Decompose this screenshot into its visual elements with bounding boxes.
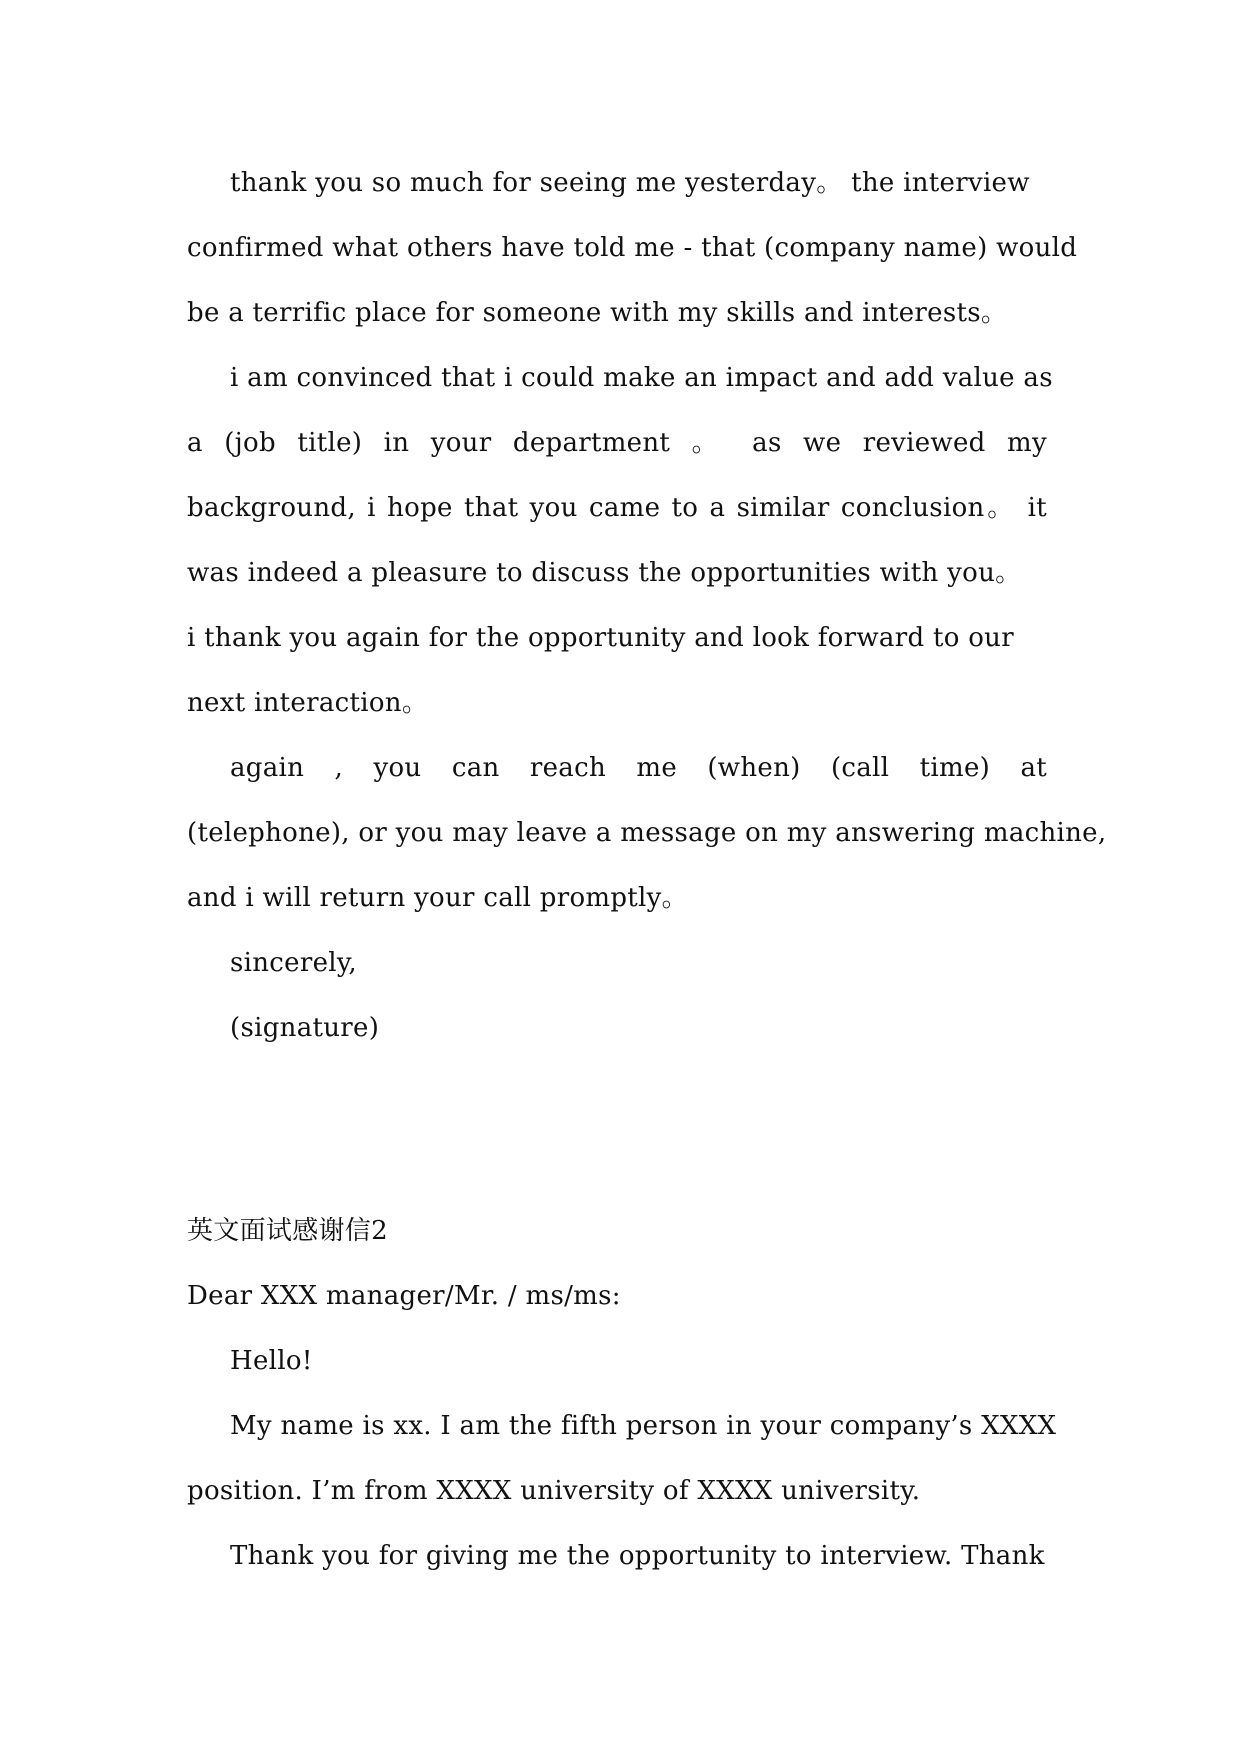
letter1-closing: sincerely, bbox=[230, 948, 357, 978]
letter2-line-2: position. I’m from XXXX university of XXXX university. bbox=[187, 1476, 921, 1506]
letter1-line-12: and i will return your call promptly。 bbox=[187, 883, 688, 913]
letter1-line-6: background, i hope that you came to a similar conclusion。 it bbox=[187, 493, 1047, 523]
letter1-line-1: thank you so much for seeing me yesterday。 the interview bbox=[230, 168, 1030, 198]
letter1-line-9: next interaction。 bbox=[187, 688, 429, 718]
letter1-line-11: (telephone), or you may leave a message on my answering machine, bbox=[187, 818, 1107, 848]
letter2-line-3: Thank you for giving me the opportunity to interview. Thank bbox=[230, 1541, 1045, 1571]
letter1-line-5: a (job title) in your department 。 as we reviewed my bbox=[187, 428, 1047, 458]
letter2-heading: 英文面试感谢信2 bbox=[187, 1216, 388, 1246]
letter1-line-4: i am convinced that i could make an impact and add value as bbox=[230, 363, 1053, 393]
letter2-salutation: Dear XXX manager/Mr. / ms/ms: bbox=[187, 1281, 621, 1311]
letter2-line-1: My name is xx. I am the fifth person in your company’s XXXX bbox=[230, 1411, 1057, 1441]
letter1-line-7: was indeed a pleasure to discuss the opportunities with you。 bbox=[187, 558, 1022, 588]
letter1-line-3: be a terrific place for someone with my skills and interests。 bbox=[187, 298, 1008, 328]
letter1-signature: (signature) bbox=[230, 1013, 380, 1043]
letter1-line-2: confirmed what others have told me - that (company name) would bbox=[187, 233, 1078, 263]
letter2-greeting: Hello! bbox=[230, 1346, 313, 1376]
letter1-line-10: again , you can reach me (when) (call time) at bbox=[230, 753, 1047, 783]
letter1-line-8: i thank you again for the opportunity and look forward to our bbox=[187, 623, 1014, 653]
